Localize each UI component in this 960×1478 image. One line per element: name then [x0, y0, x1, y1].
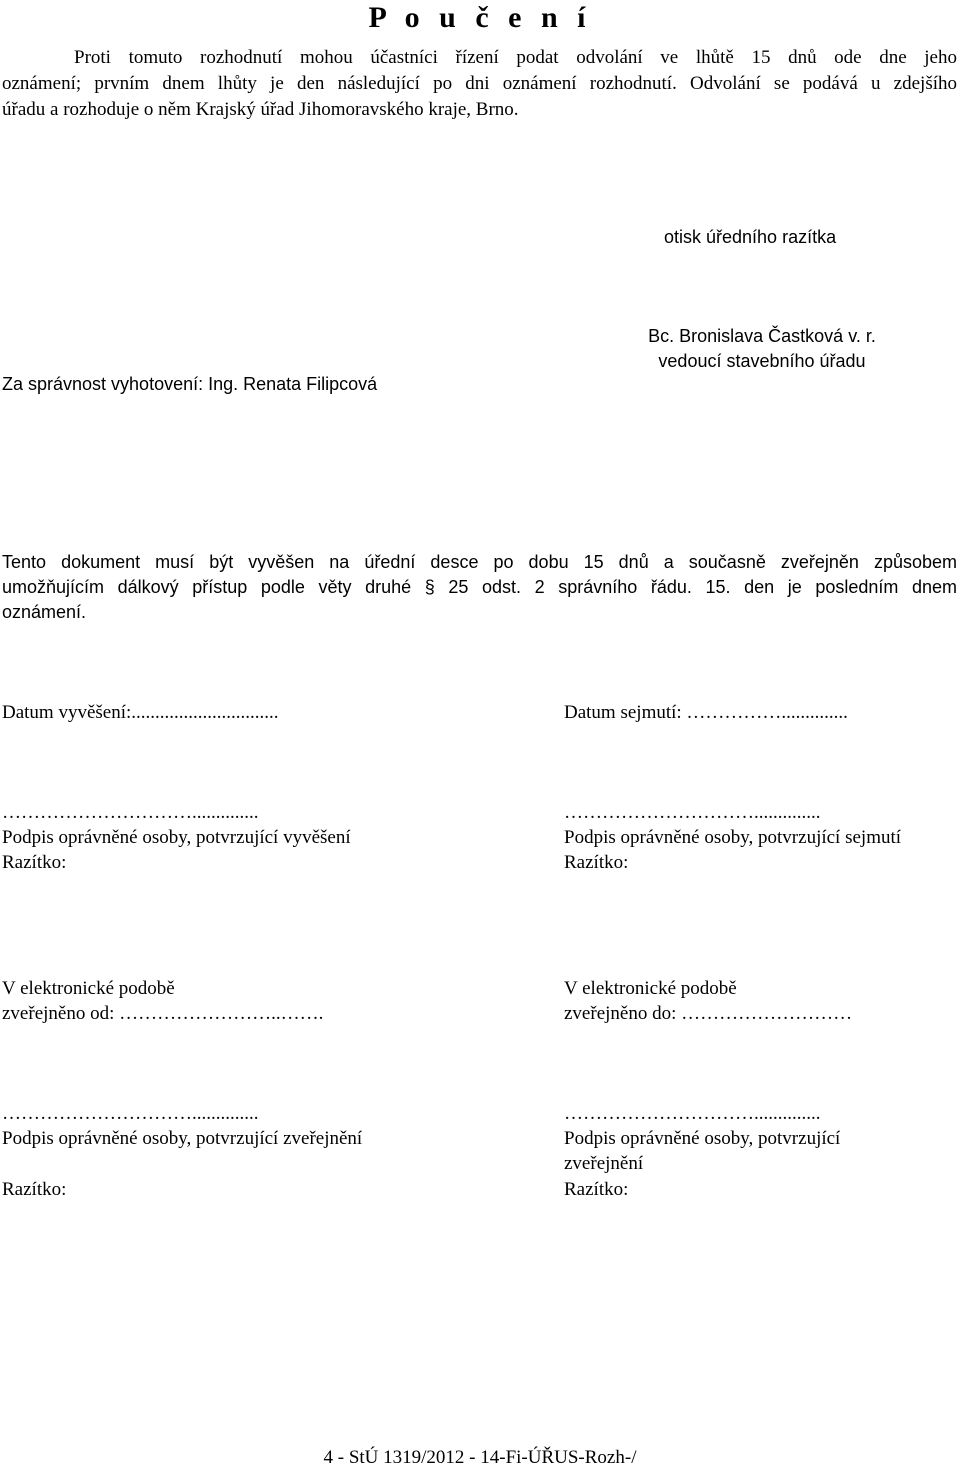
- signer-name: Bc. Bronislava Častková v. r.: [648, 326, 876, 346]
- signature-label-unpublished-1: Podpis oprávněné osoby, potvrzující: [564, 1128, 841, 1149]
- document-reference-footer: 4 - StÚ 1319/2012 - 14-Fi-ÚŘUS-Rozh-/: [323, 1447, 637, 1468]
- signer-role: vedoucí stavebního úřadu: [658, 351, 866, 371]
- signature-label-posted: Podpis oprávněné osoby, potvrzující vyvěšení: [2, 827, 351, 848]
- appeal-line-1: Proti tomuto rozhodnutí mohou účastníci řízení podat odvolání ve lhůtě 15 dnů ode dne jeho: [74, 47, 957, 68]
- signature-label-removed: Podpis oprávněné osoby, potvrzující sejmutí: [564, 827, 902, 848]
- electronic-label-to: V elektronické podobě: [564, 978, 737, 999]
- date-posted-field: Datum vyvěšení:...............................: [2, 702, 279, 723]
- stamp-label-published: Razítko:: [2, 1179, 67, 1200]
- stamp-label-unpublished: Razítko:: [564, 1179, 629, 1200]
- signer-block: [632, 324, 892, 374]
- appeal-line-2: oznámení; prvním dnem lhůty je den následující po dni oznámení rozhodnutí. Odvolání se podává u zdejšího: [2, 73, 957, 94]
- signature-line-removed: …………………………..............: [564, 802, 821, 823]
- page-title: P o u č e n í: [368, 1, 592, 34]
- signature-label-published: Podpis oprávněné osoby, potvrzující zveřejnění: [2, 1128, 363, 1149]
- signature-line-posted: …………………………..............: [2, 802, 259, 823]
- stamp-label-removed: Razítko:: [564, 852, 629, 873]
- notice-line-1: Tento dokument musí být vyvěšen na úřední desce po dobu 15 dnů a současně zveřejněn způsobem: [2, 552, 957, 572]
- notice-line-3: oznámení.: [2, 602, 87, 622]
- appeal-instructions: [2, 45, 957, 123]
- electronic-published-from: zveřejněno od: ……………………..…….: [2, 1003, 324, 1024]
- correctness-note: Za správnost vyhotovení: Ing. Renata Filipcová: [2, 374, 378, 394]
- posting-notice: [2, 550, 957, 625]
- date-removed-field: Datum sejmutí: ……………..............: [564, 702, 848, 723]
- appeal-line-3: úřadu a rozhoduje o něm Krajský úřad Jihomoravského kraje, Brno.: [2, 99, 519, 120]
- signature-line-published: …………………………..............: [2, 1103, 259, 1124]
- stamp-placeholder: otisk úředního razítka: [664, 227, 837, 247]
- electronic-label-from: V elektronické podobě: [2, 978, 175, 999]
- notice-line-2: umožňujícím dálkový přístup podle věty druhé § 25 odst. 2 správního řádu. 15. den je posledním dnem: [2, 577, 957, 597]
- signature-label-unpublished-2: zveřejnění: [564, 1153, 644, 1174]
- stamp-label-posted: Razítko:: [2, 852, 67, 873]
- electronic-published-to: zveřejněno do: ………………………: [564, 1003, 853, 1024]
- signature-line-unpublished: …………………………..............: [564, 1103, 821, 1124]
